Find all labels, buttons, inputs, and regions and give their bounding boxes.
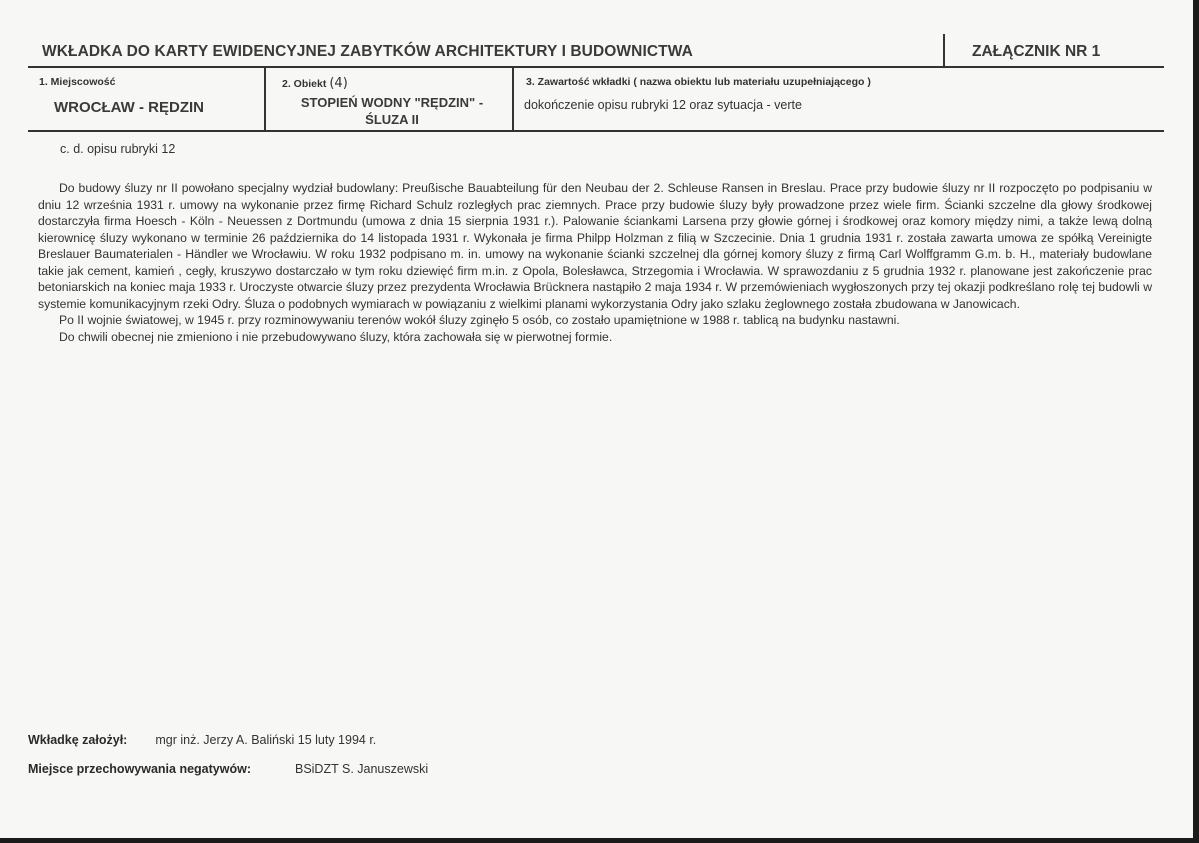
- document-header: [28, 38, 1164, 68]
- scan-edge-right: [1193, 0, 1199, 843]
- object-value: [276, 94, 508, 128]
- insert-content-value: dokończenie opisu rubryki 12 oraz sytuacja - verte: [524, 98, 802, 112]
- author-label: Wkładkę założył:: [28, 733, 128, 747]
- object-handwritten-number: (4): [329, 76, 348, 91]
- scan-edge-bottom: [0, 838, 1199, 843]
- author-line: [28, 733, 376, 747]
- author-value: mgr inż. Jerzy A. Baliński 15 luty 1994 r.: [155, 733, 377, 747]
- storage-value: BSiDZT S. Januszewski: [294, 762, 429, 776]
- object-label: 2. Obiekt: [282, 78, 327, 90]
- field-divider: [512, 68, 514, 130]
- locality-label: 1. Miejscowość: [39, 76, 116, 88]
- continuation-heading: c. d. opisu rubryki 12: [60, 142, 176, 156]
- negatives-storage-line: [28, 762, 428, 776]
- document-title: WKŁADKA DO KARTY EWIDENCYJNEJ ZABYTKÓW ARCHITEKTURY I BUDOWNICTWA: [42, 43, 693, 60]
- object-label-wrap: [282, 76, 348, 91]
- header-divider: [943, 34, 945, 68]
- locality-value: WROCŁAW - RĘDZIN: [54, 99, 204, 116]
- paragraph: Do chwili obecnej nie zmieniono i nie przebudowywano śluzy, która zachowała się w pierwotnej formie.: [59, 329, 613, 344]
- annex-number: ZAŁĄCZNIK NR 1: [972, 43, 1101, 60]
- storage-label: Miejsce przechowywania negatywów:: [28, 762, 251, 776]
- insert-content-label: 3. Zawartość wkładki ( nazwa obiektu lub materiału uzupełniającego ): [526, 76, 871, 88]
- object-value-line2: ŚLUZA II: [365, 112, 419, 127]
- paragraph: Po II wojnie światowej, w 1945 r. przy rozminowywaniu terenów wokół śluzy zginęło 5 osób, co zostało upamiętnione w 1988 r. tablicą na budynku nastawni.: [59, 313, 900, 327]
- field-divider: [264, 68, 266, 130]
- body-text: [38, 180, 1152, 345]
- paragraph: Do budowy śluzy nr II powołano specjalny wydział budowlany: Preußische Bauabteilung für den Neubau der 2. Schleuse Ransen in Breslau. Prace przy budowie śluzy nr II rozpoczęto po podpisaniu w dniu 12 września 1931 r. umowy na wykonanie przez firmę Richard Schulz rozległych prac ziemnych. Prace przy budowie śluzy były prowadzone przez wiele firm. Ścianki szczelne dla głowy środkowej dostarczyła firma Hoesch - Köln - Neuessen z Dortmundu (umowa z dnia 15 sierpnia 1931 r.). Palowanie ściankami Larsena przy głowie górnej i środkowej oraz komory między nimi, a także lewą dolną kierownicę śluzy wykonano w terminie 26 października do 14 listopada 1931 r. Wykonała je firma Philpp Holzman z filią w Szczecinie. Dnia 1 grudnia 1931 r. została zawarta umowa ze spółką Vereinigte Breslauer Baumaterialen - Händler we Wrocławiu. W roku 1932 podpisano m. in. umowy na wykonanie ścianki szczelnej dla górnej komory śluzy z firmą Carl Wolffgramm G.m. b. H., materiały budowlane takie jak cement, kamień , cegły, kruszywo dostarczało w tym roku dziewięć firm m.in. z Opola, Bolesławca, Strzegomia i Wrocławia. W sprawozdaniu z 5 grudnia 1932 r. planowane jest zakończenie prac betoniarskich na koniec maja 1933 r. Uroczyste otwarcie śluzy przez prezydenta Wrocławia Brücknera nastąpiło 2 maja 1934 r. W przemówieniach wygłoszonych przy tej okazji podkreślano rolę tej budowli w systemie komunikacyjnym rzeki Odry. Śluza o podobnych wymiarach w powiązaniu z wielkimi planami wykorzystania Odry jako szlaku żeglownego została zbudowana w Janowicach.: [38, 181, 1152, 311]
- fields-row: [28, 68, 1164, 132]
- object-value-line1: STOPIEŃ WODNY "RĘDZIN" -: [300, 95, 484, 110]
